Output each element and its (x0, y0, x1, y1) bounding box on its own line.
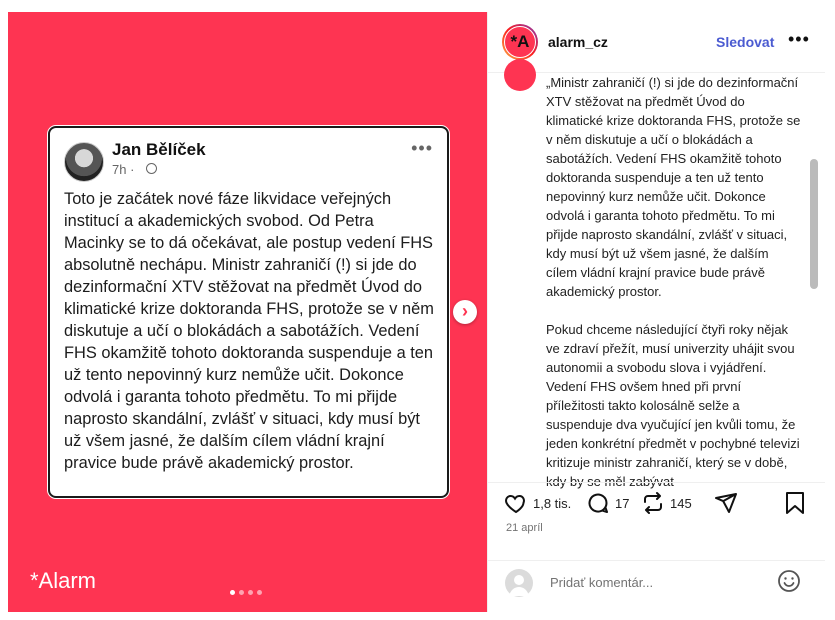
caption-text (546, 73, 801, 510)
post-media (8, 12, 487, 612)
reposts-count: 145 (670, 495, 692, 511)
user-avatar (505, 569, 533, 597)
post-header (488, 12, 825, 73)
likes-count: 1,8 tis. (533, 495, 572, 511)
carousel-dot (248, 590, 253, 595)
fb-author-name: Jan Bělíček (112, 140, 206, 159)
brand-watermark: *Alarm (30, 568, 97, 593)
emoji-icon (777, 569, 801, 593)
bookmark-icon (784, 491, 806, 515)
user-silhouette-icon (505, 569, 533, 597)
caption-scroll-area[interactable] (488, 73, 825, 489)
repost-button[interactable] (641, 491, 692, 515)
share-icon (714, 491, 738, 515)
fb-post-text: Toto je začátek nové fáze likvidace veřejných institucí a akademických svobod. Od Petra Macinky se to dá očekávat, ale postup vedení FHS absolutně nechápu. Ministr zahraničí (!) si jde do dezinformační XTV stěžovat na předmět Úvod do klimatické krize doktoranda FHS, protože se v něm diskutuje a učí o blokádách a sabotážích. Vedení FHS okamžitě tohoto doktoranda suspenduje a ten už tento nepovinný kurz nemůže učit. Dokonce odvolá i garanta tohoto předmětu. To mi přijde naprosto skandální, zvlášť v situaci, kdy musí být už všem jasné, že dalším cílem vládní krajní pravice bude právě akademický prostor. (64, 190, 434, 472)
share-button[interactable] (714, 491, 738, 515)
carousel-dot (239, 590, 244, 595)
follow-button[interactable]: Sledovat (716, 34, 775, 50)
account-username[interactable]: alarm_cz (548, 34, 608, 50)
save-button[interactable] (784, 491, 806, 515)
comments-count: 17 (615, 495, 630, 511)
scrollbar-thumb[interactable] (810, 159, 818, 289)
more-icon: ••• (411, 138, 433, 158)
caption-paragraph: Pokud chceme následující čtyři roky nějak ve zdraví přežít, musí univerzity uhájit svou autonomii a svobodu slova i vyjádření. Vedení FHS ovšem hned při první příležitosti takto kolosálně selže a suspenduje dva vyučující jen kvůli tomu, že jeden konkrétní předmět v pochybné televizi kritizuje ministr zahraničí, který se v době, kdy by se měl zabývat (546, 322, 800, 489)
heart-icon (504, 491, 528, 515)
globe-icon (146, 163, 157, 174)
post-modal (8, 12, 824, 612)
like-button[interactable] (504, 491, 571, 515)
fb-author-avatar (64, 142, 104, 182)
caption-avatar (504, 59, 536, 91)
caption-paragraph: „Ministr zahraničí (!) si jde do dezinformační XTV stěžovat na předmět Úvod do klimatické krize doktoranda FHS, protože se v něm diskutuje a učí o blokádách a sabotážích. Vedení FHS okamžitě tohoto doktoranda suspenduje a ten už tento nepovinný kurz nemůže učit. Dokonce odvolá i garanta tohoto předmětu. To mi přijde naprosto skandální, zvlášť v situaci, kdy musí být už všem jasné, že dalším cílem vládní krajní pravice bude právě akademický prostor. (546, 75, 801, 299)
post-date: 21 apríl (506, 522, 543, 534)
post-side-panel (487, 12, 825, 612)
next-slide-button[interactable]: › (453, 300, 477, 324)
emoji-button[interactable] (777, 569, 801, 598)
account-avatar[interactable]: *A (502, 24, 538, 60)
action-bar (488, 482, 825, 523)
repost-icon (641, 491, 665, 515)
more-options-icon[interactable]: ••• (788, 29, 810, 49)
carousel-dot (257, 590, 262, 595)
comment-bar (488, 560, 825, 613)
comment-input[interactable]: Pridať komentár... (550, 575, 654, 590)
facebook-post-card (48, 126, 449, 498)
carousel-dot (230, 590, 235, 595)
carousel-dots (230, 590, 262, 595)
fb-post-time: 7h · (112, 162, 135, 177)
comment-button[interactable] (586, 491, 629, 515)
comment-icon (586, 491, 610, 515)
